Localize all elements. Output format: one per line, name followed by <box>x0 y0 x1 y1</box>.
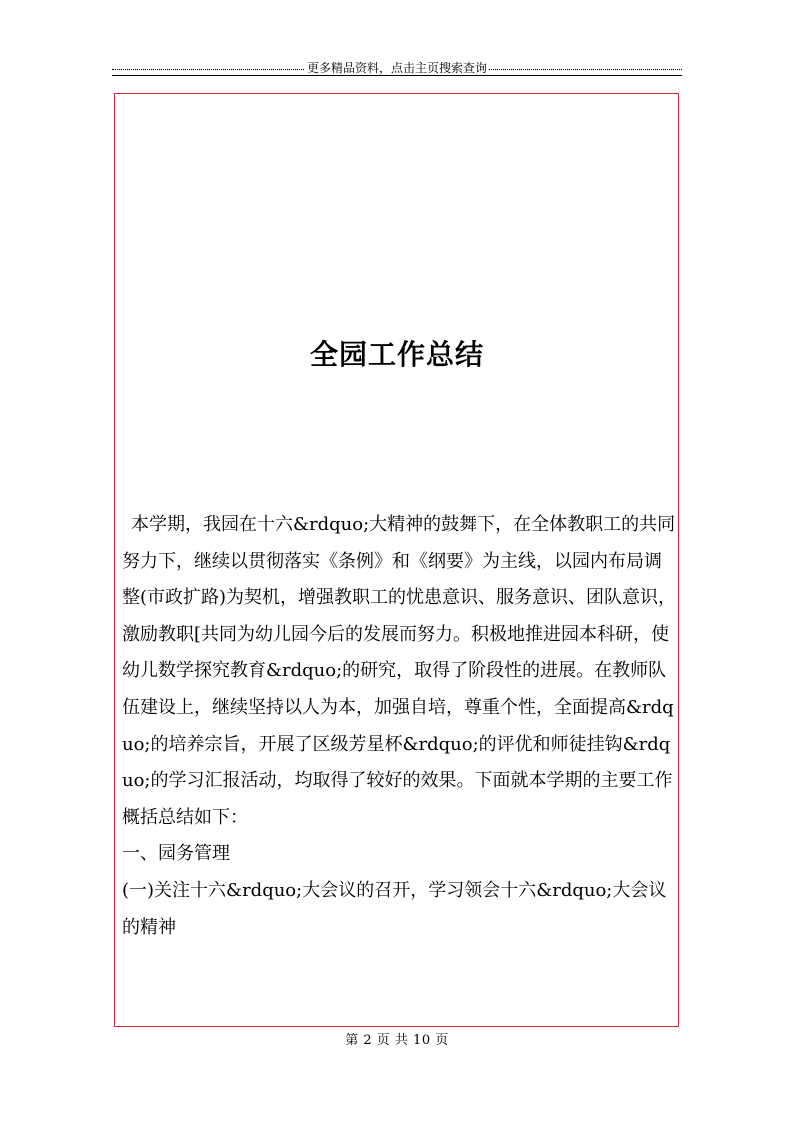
paragraph-intro: 本学期，我园在十六&rdquo;大精神的鼓舞下，在全体教职工的共同努力下，继续以贯彻落实《条例》和《纲要》为主线，以园内布局调整(市政扩路)为契机，增强教职工的忧患意识、服务意识、团队意识，激励教职[共同为幼儿园今后的发展而努力。积极地推进园本科研，使幼儿数学探究教育&rdquo;的研究，取得了阶段性的进展。在教师队伍建设上，继续坚持以人为本，加强自培，尊重个性，全面提高&rdquo;的培养宗旨，开展了区级芳星杯&rdquo;的评优和师徒挂钩&rdquo;的学习汇报活动，均取得了较好的效果。下面就本学期的主要工作概括总结如下： <box>122 514 677 828</box>
header-text: 更多精品资料，点击主页搜索查询 <box>306 61 487 75</box>
page-number: 第 2 页 共 10 页 <box>345 1033 449 1048</box>
section-heading: 一、园务管理 <box>122 843 230 865</box>
document-body <box>122 507 677 946</box>
header-rule <box>112 75 682 76</box>
subsection-heading: (一)关注十六&rdquo;大会议的召开，学习领会十六&rdquo;大会议的精神 <box>122 879 667 938</box>
document-title: 全园工作总结 <box>309 338 484 371</box>
page-header <box>112 60 682 76</box>
